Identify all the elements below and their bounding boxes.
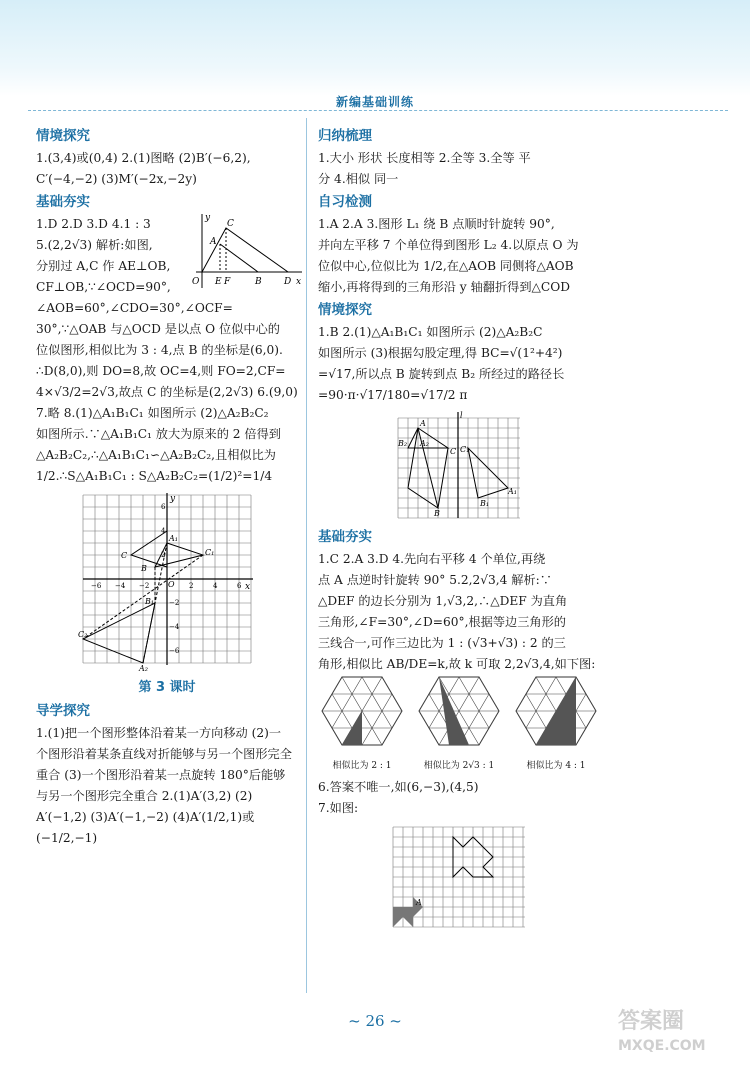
tick-label: −6 (91, 582, 102, 590)
label-y: y (205, 213, 211, 223)
hex-caption: 相似比为 2 : 1 (332, 761, 392, 771)
answer-line: 位似图形,相似比为 3 : 4,点 B 的坐标是(6,0). (36, 343, 283, 357)
answer-line: 位似中心,位似比为 1/2,在△AOB 同侧将△AOB (318, 259, 574, 273)
hexagon-grid (512, 675, 600, 747)
section-title: 自习检测 (318, 194, 372, 210)
tick-label: 6 (237, 582, 242, 590)
answer-line: =90·π·√17/180=√17/2 π (318, 388, 468, 402)
answer-line: 4×√3/2=2√3,故点 C 的坐标是(2,2√3) 6.(9,0) (36, 385, 298, 399)
hexagon-figure (512, 675, 600, 777)
answer-line: 30°,∵△OAB 与△OCD 是以点 O 位似中心的 (36, 322, 280, 336)
triangle-figure (188, 210, 306, 292)
label-e: E (215, 277, 222, 287)
section-title: 情境探究 (36, 128, 90, 144)
header-banner (0, 0, 750, 96)
answer-line: 重合 (3)一个图形沿着某一点旋转 180°后能够 (36, 768, 286, 782)
hex-caption: 相似比为 4 : 1 (526, 761, 586, 771)
watermark-line: MXQE.COM (618, 1038, 706, 1054)
lesson-title: 第 3 课时 (138, 680, 196, 695)
answer-line: 点 A 点逆时针旋转 90° 5.2,2√3,4 解析:∵ (318, 573, 552, 587)
right-column (318, 124, 600, 935)
answer-line: 1.D 2.D 3.D 4.1 : 3 (36, 217, 151, 231)
answer-line: 如图所示.∵△A₁B₁C₁ 放大为原来的 2 倍得到 (36, 427, 281, 441)
answer-line: 并向左平移 7 个单位得到图形 L₂ 4.以原点 O 为 (318, 238, 579, 252)
grid-lines (398, 418, 520, 518)
answer-line: 7.如图: (318, 801, 359, 815)
answer-line: △A₂B₂C₂,∴△A₁B₁C₁∽△A₂B₂C₂,且相似比为 (36, 448, 276, 462)
label-a: A (420, 419, 426, 428)
left-column (36, 124, 302, 849)
label-o: O (192, 277, 200, 287)
label-c2: C₂ (78, 630, 88, 639)
section-title: 基础夯实 (318, 529, 372, 545)
answer-line: (−1/2,−1) (36, 831, 98, 845)
answer-line: 三角形,∠F=30°,∠D=60°,根据等边三角形的 (318, 615, 566, 629)
label-a1: A₁ (508, 487, 517, 496)
hexagon-figure (318, 675, 406, 777)
tick-label: −2 (169, 599, 180, 607)
label-c: C (227, 219, 234, 229)
answer-line: 5.(2,2√3) 解析:如图, (36, 238, 153, 252)
label-d: D (284, 277, 292, 287)
answer-line: 1.大小 形状 长度相等 2.全等 3.全等 平 (318, 151, 531, 165)
tick-label: −6 (169, 647, 180, 655)
answer-line: 个图形沿着某条直线对折能够与另一个图形完全 (36, 747, 292, 761)
tick-label: −4 (115, 582, 126, 590)
answer-line: 三线合一,可作三边比为 1 : (√3+√3) : 2 的三 (318, 636, 566, 650)
hexagon-grid (415, 675, 503, 747)
watermark (618, 1010, 706, 1058)
answer-line: ∠AOB=60°,∠CDO=30°,∠OCF= (36, 301, 233, 315)
header-divider (28, 110, 728, 111)
triangle-abc (131, 531, 167, 567)
answer-line: =√17,所以点 B 旋转到点 B₂ 所经过的路径长 (318, 367, 565, 381)
label-b2: B₂ (398, 439, 408, 448)
label-y: y (170, 494, 176, 504)
answer-line: 1.B 2.(1)△A₁B₁C₁ 如图所示 (2)△A₂B₂C (318, 325, 543, 339)
label-b: B (141, 564, 147, 573)
label-c: C (450, 447, 457, 456)
tick-label: 4 (161, 527, 166, 535)
answer-line: 如图所示 (3)根据勾股定理,得 BC=√(1²+4²) (318, 346, 563, 360)
answer-line: 分别过 A,C 作 AE⊥OB, (36, 259, 171, 273)
coordinate-grid-figure (79, 491, 255, 671)
tick-label: 2 (161, 551, 166, 559)
answer-line: 缩小,再将得到的三角形沿 y 轴翻折得到△COD (318, 280, 570, 294)
answer-line: 1.A 2.A 3.图形 L₁ 绕 B 点顺时针旋转 90°, (318, 217, 555, 231)
section-title: 导学探究 (36, 703, 90, 719)
header-title: 新编基础训练 (335, 95, 414, 109)
label-a2: A₂ (420, 439, 429, 448)
label-a: A (416, 898, 422, 907)
label-c1: C₁ (460, 445, 470, 454)
answer-line: 1/2.∴S△A₁B₁C₁ : S△A₂B₂C₂=(1/2)²=1/4 (36, 469, 273, 483)
answer-line: △DEF 的边长分别为 1,√3,2,∴△DEF 为直角 (318, 594, 568, 608)
answer-line: ∴D(8,0),则 DO=8,故 OC=4,则 FO=2,CF= (36, 364, 286, 378)
column-divider (306, 118, 307, 993)
label-b: B (434, 509, 440, 518)
answer-line: 与另一个图形完全重合 2.(1)A′(3,2) (2) (36, 789, 253, 803)
label-o: O (168, 580, 175, 589)
square-grid-figure (389, 823, 529, 931)
hex-caption: 相似比为 2√3 : 1 (423, 761, 495, 771)
answer-line: 1.(1)把一个图形整体沿着某一方向移动 (2)一 (36, 726, 282, 740)
tick-label: 4 (213, 582, 218, 590)
answer-line: C′(−4,−2) (3)M′(−2x,−2y) (36, 172, 197, 186)
label-b: B (255, 277, 262, 287)
answer-with-figure (36, 213, 302, 298)
label-a2: A₂ (139, 664, 148, 673)
label-x: x (245, 582, 251, 592)
rotation-grid-figure (394, 410, 524, 522)
section-title: 基础夯实 (36, 194, 90, 210)
answer-line: A′(−1,2) (3)A′(−1,−2) (4)A′(1/2,1)或 (36, 810, 255, 824)
tick-label: 2 (189, 582, 194, 590)
label-c: C (121, 551, 128, 560)
label-f: F (224, 277, 231, 287)
tick-label: −4 (169, 623, 180, 631)
hexagon-figure (415, 675, 503, 777)
tick-label: 6 (161, 503, 166, 511)
hexagon-figures (318, 675, 600, 777)
tick-label: −2 (139, 582, 150, 590)
answer-line: 6.答案不唯一,如(6,−3),(4,5) (318, 780, 479, 794)
label-c1: C₁ (205, 548, 215, 557)
label-b1: B₁ (480, 499, 490, 508)
section-title: 归纳梳理 (318, 128, 372, 144)
section-title: 情境探究 (318, 302, 372, 318)
triangle-ocd (202, 228, 288, 272)
hexagon-grid (318, 675, 406, 747)
answer-line: 角形,相似比 AB/DE=k,故 k 可取 2,2√3,4,如下图: (318, 657, 596, 671)
label-a: A (210, 237, 217, 247)
watermark-line: 答案圈 (618, 1009, 685, 1034)
page-number: ~ 26 ~ (348, 1012, 402, 1030)
label-l: l (460, 411, 463, 420)
label-a1: A₁ (169, 534, 178, 543)
answer-line: 1.C 2.A 3.D 4.先向右平移 4 个单位,再绕 (318, 552, 546, 566)
answer-line: 分 4.相似 同一 (318, 172, 399, 186)
answer-line: 7.略 8.(1)△A₁B₁C₁ 如图所示 (2)△A₂B₂C₂ (36, 406, 269, 420)
label-x: x (296, 277, 302, 287)
answer-line: 1.(3,4)或(0,4) 2.(1)图略 (2)B′(−6,2), (36, 151, 251, 165)
label-b1: B₁ (145, 597, 155, 606)
answer-line: CF⊥OB,∵∠OCD=90°, (36, 280, 171, 294)
